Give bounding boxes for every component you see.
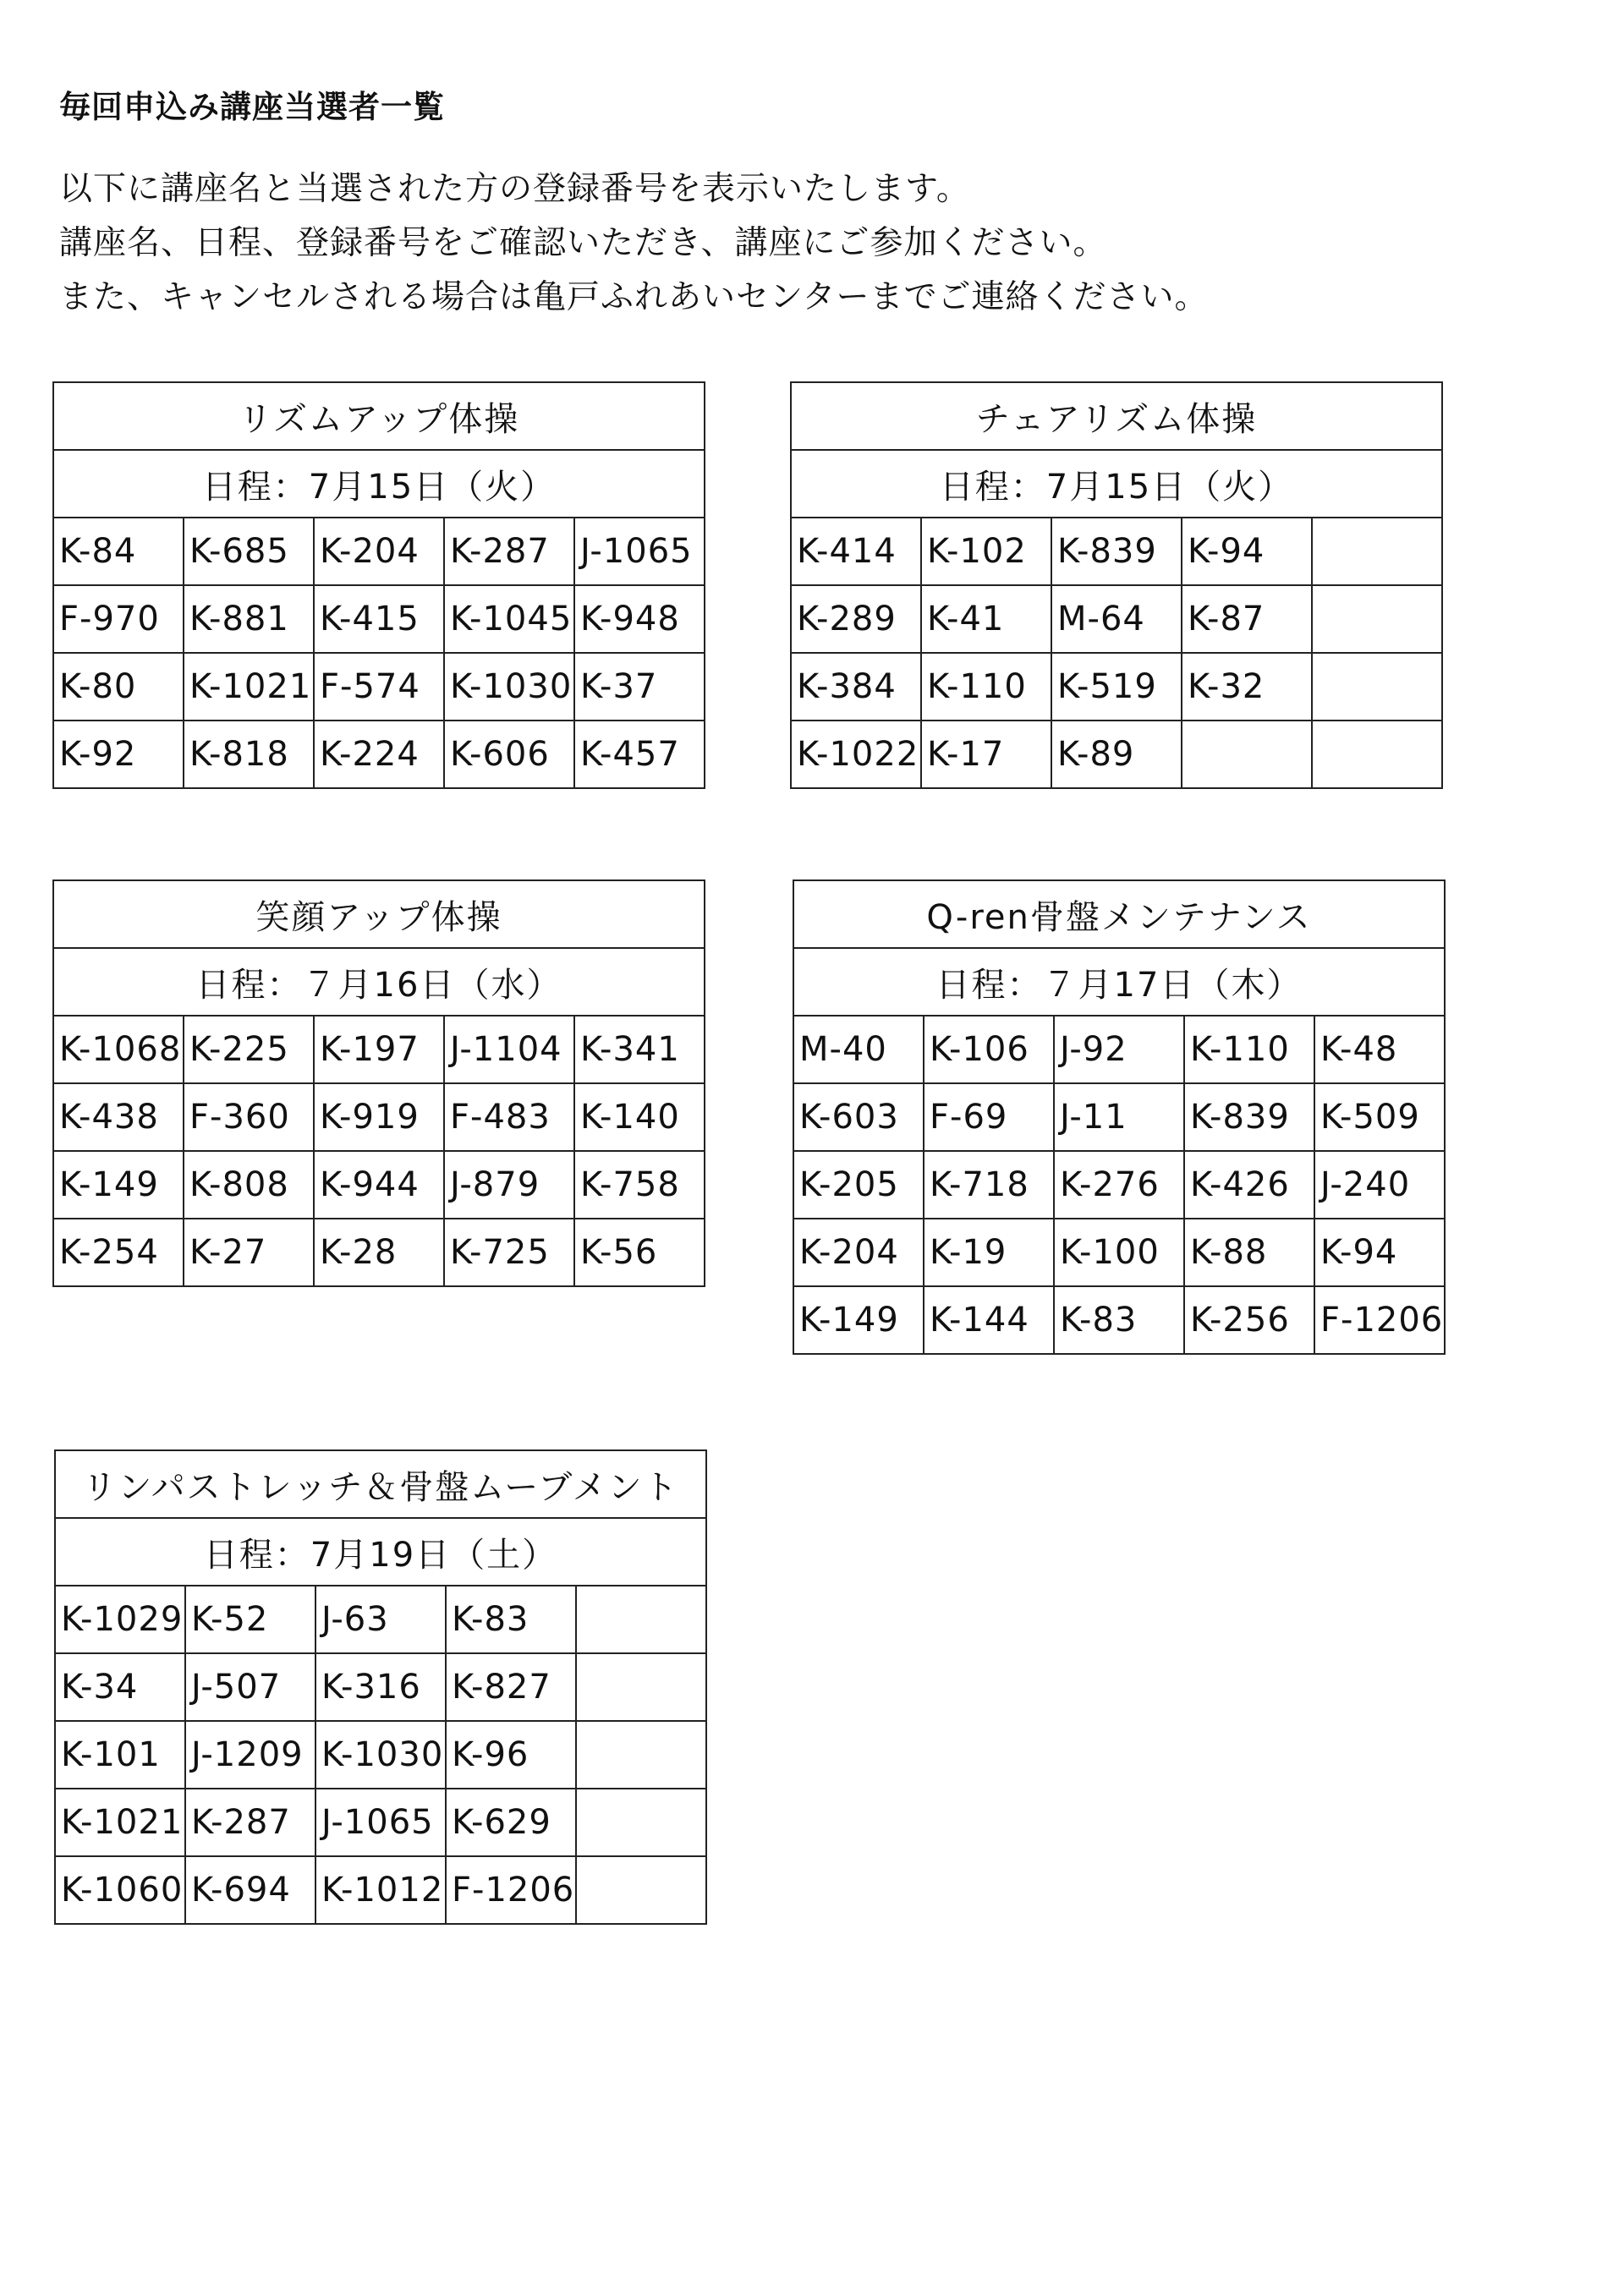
registration-number: K-1021 xyxy=(184,653,314,721)
course-name: リンパストレッチ＆骨盤ムーブメント xyxy=(55,1450,706,1518)
registration-number: K-1022 xyxy=(791,721,921,788)
registration-number: K-48 xyxy=(1314,1016,1445,1083)
registration-number: K-758 xyxy=(574,1151,705,1219)
registration-number: K-106 xyxy=(924,1016,1054,1083)
registration-number: K-881 xyxy=(184,585,314,653)
course-table-q-ren-pelvis xyxy=(793,879,1446,1355)
course-schedule: 日程：7月15日（火） xyxy=(53,450,705,518)
registration-number: K-17 xyxy=(921,721,1051,788)
registration-number: K-197 xyxy=(314,1016,444,1083)
registration-number: K-414 xyxy=(791,518,921,585)
registration-number: K-415 xyxy=(314,585,444,653)
registration-number: K-224 xyxy=(314,721,444,788)
course-table-smile-up xyxy=(52,879,705,1287)
registration-number xyxy=(1312,653,1442,721)
registration-number: F-360 xyxy=(184,1083,314,1151)
registration-number: K-1045 xyxy=(444,585,574,653)
registration-number: K-341 xyxy=(574,1016,705,1083)
course-table-chair-rhythm xyxy=(790,381,1443,789)
registration-number: K-144 xyxy=(924,1286,1054,1354)
registration-number: K-100 xyxy=(1054,1219,1184,1286)
registration-number: K-56 xyxy=(574,1219,705,1286)
registration-number: K-110 xyxy=(1184,1016,1314,1083)
registration-number: J-879 xyxy=(444,1151,574,1219)
registration-number: K-19 xyxy=(924,1219,1054,1286)
registration-number: F-69 xyxy=(924,1083,1054,1151)
registration-number: K-316 xyxy=(315,1653,446,1721)
registration-number: K-205 xyxy=(793,1151,924,1219)
intro-line: 講座名、日程、登録番号をご確認いただき、講座にご参加ください。 xyxy=(59,224,1107,262)
registration-number: K-83 xyxy=(1054,1286,1184,1354)
registration-number: K-256 xyxy=(1184,1286,1314,1354)
registration-number xyxy=(1182,721,1312,788)
registration-number: K-34 xyxy=(55,1653,185,1721)
registration-number: K-84 xyxy=(53,518,184,585)
course-name: 笑顔アップ体操 xyxy=(53,880,705,948)
registration-number: K-808 xyxy=(184,1151,314,1219)
course-schedule: 日程：7月19日（土） xyxy=(55,1518,706,1586)
registration-number: K-149 xyxy=(793,1286,924,1354)
registration-number: J-92 xyxy=(1054,1016,1184,1083)
registration-number: K-254 xyxy=(53,1219,184,1286)
registration-number: J-1065 xyxy=(574,518,705,585)
registration-number: K-102 xyxy=(921,518,1051,585)
intro-line: また、キャンセルされる場合は亀戸ふれあいセンターまでご連絡ください。 xyxy=(59,278,1209,316)
registration-number: F-970 xyxy=(53,585,184,653)
registration-number: K-101 xyxy=(55,1721,185,1789)
registration-number xyxy=(576,1586,706,1653)
registration-number: K-384 xyxy=(791,653,921,721)
registration-number: K-140 xyxy=(574,1083,705,1151)
registration-number: K-426 xyxy=(1184,1151,1314,1219)
registration-number: K-87 xyxy=(1182,585,1312,653)
registration-number: K-919 xyxy=(314,1083,444,1151)
registration-number: J-11 xyxy=(1054,1083,1184,1151)
course-table-lymph-stretch xyxy=(54,1449,707,1925)
registration-number: K-287 xyxy=(444,518,574,585)
registration-number: K-204 xyxy=(314,518,444,585)
registration-number: K-204 xyxy=(793,1219,924,1286)
course-name: リズムアップ体操 xyxy=(53,382,705,450)
registration-number: K-1021 xyxy=(55,1789,185,1856)
registration-number: K-83 xyxy=(446,1586,576,1653)
registration-number: F-483 xyxy=(444,1083,574,1151)
registration-number: K-92 xyxy=(53,721,184,788)
registration-number: K-1030 xyxy=(444,653,574,721)
registration-number: K-1029 xyxy=(55,1586,185,1653)
document-title: 毎回申込み講座当選者一覧 xyxy=(59,89,445,125)
registration-number xyxy=(576,1856,706,1924)
registration-number: K-457 xyxy=(574,721,705,788)
registration-number: K-94 xyxy=(1182,518,1312,585)
registration-number xyxy=(1312,721,1442,788)
registration-number: K-28 xyxy=(314,1219,444,1286)
registration-number: K-606 xyxy=(444,721,574,788)
registration-number: K-509 xyxy=(1314,1083,1445,1151)
registration-number: J-1209 xyxy=(185,1721,315,1789)
registration-number: K-1060 xyxy=(55,1856,185,1924)
course-schedule: 日程：７月16日（水） xyxy=(53,948,705,1016)
registration-number xyxy=(1312,585,1442,653)
intro-text xyxy=(59,162,1208,325)
registration-number: K-818 xyxy=(184,721,314,788)
registration-number: K-225 xyxy=(184,1016,314,1083)
course-name: Q-ren骨盤メンテナンス xyxy=(793,880,1445,948)
registration-number: K-827 xyxy=(446,1653,576,1721)
registration-number: K-839 xyxy=(1051,518,1182,585)
registration-number: M-64 xyxy=(1051,585,1182,653)
registration-number: K-289 xyxy=(791,585,921,653)
registration-number: K-694 xyxy=(185,1856,315,1924)
registration-number: K-725 xyxy=(444,1219,574,1286)
registration-number: J-63 xyxy=(315,1586,446,1653)
registration-number xyxy=(576,1721,706,1789)
registration-number: K-603 xyxy=(793,1083,924,1151)
registration-number: J-507 xyxy=(185,1653,315,1721)
registration-number: F-574 xyxy=(314,653,444,721)
registration-number: K-629 xyxy=(446,1789,576,1856)
registration-number xyxy=(576,1789,706,1856)
registration-number: K-37 xyxy=(574,653,705,721)
registration-number: K-110 xyxy=(921,653,1051,721)
course-name: チェアリズム体操 xyxy=(791,382,1442,450)
registration-number: K-1068 xyxy=(53,1016,184,1083)
registration-number: K-80 xyxy=(53,653,184,721)
registration-number: K-948 xyxy=(574,585,705,653)
registration-number: K-685 xyxy=(184,518,314,585)
registration-number: K-944 xyxy=(314,1151,444,1219)
registration-number: F-1206 xyxy=(1314,1286,1445,1354)
course-schedule: 日程：７月17日（木） xyxy=(793,948,1445,1016)
registration-number xyxy=(576,1653,706,1721)
registration-number: K-32 xyxy=(1182,653,1312,721)
registration-number: K-89 xyxy=(1051,721,1182,788)
registration-number: K-519 xyxy=(1051,653,1182,721)
registration-number: K-96 xyxy=(446,1721,576,1789)
registration-number: K-41 xyxy=(921,585,1051,653)
registration-number: K-94 xyxy=(1314,1219,1445,1286)
course-table-rhythm-up xyxy=(52,381,705,789)
registration-number xyxy=(1312,518,1442,585)
intro-line: 以下に講座名と当選された方の登録番号を表示いたします。 xyxy=(59,170,970,208)
registration-number: K-438 xyxy=(53,1083,184,1151)
registration-number: K-1030 xyxy=(315,1721,446,1789)
registration-number: K-1012 xyxy=(315,1856,446,1924)
registration-number: M-40 xyxy=(793,1016,924,1083)
registration-number: K-52 xyxy=(185,1586,315,1653)
registration-number: J-1104 xyxy=(444,1016,574,1083)
registration-number: J-240 xyxy=(1314,1151,1445,1219)
registration-number: K-88 xyxy=(1184,1219,1314,1286)
registration-number: K-149 xyxy=(53,1151,184,1219)
registration-number: K-718 xyxy=(924,1151,1054,1219)
registration-number: K-839 xyxy=(1184,1083,1314,1151)
registration-number: J-1065 xyxy=(315,1789,446,1856)
registration-number: K-276 xyxy=(1054,1151,1184,1219)
course-schedule: 日程：7月15日（火） xyxy=(791,450,1442,518)
registration-number: K-287 xyxy=(185,1789,315,1856)
registration-number: F-1206 xyxy=(446,1856,576,1924)
registration-number: K-27 xyxy=(184,1219,314,1286)
